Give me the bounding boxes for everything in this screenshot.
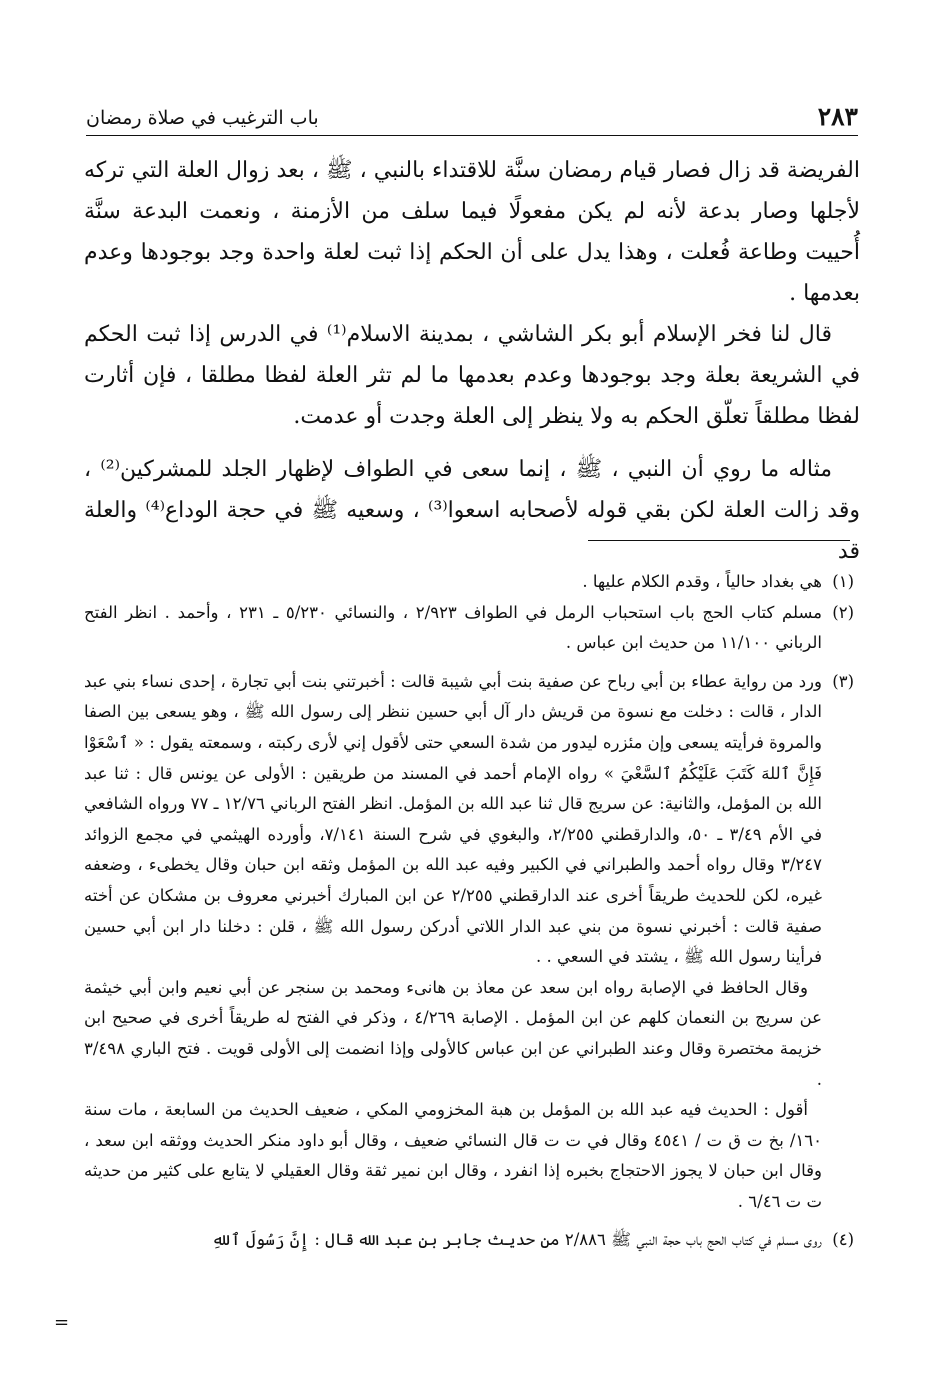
- footnote-text: مسلم كتاب الحج باب استحباب الرمل في الطواف ٢/٩٢٣ ، والنسائي ٥/٢٣٠ ـ ٢٣١ ، وأحمد . انظر الفتح الرباني ١١/١٠٠ من حديث ابن عباس .: [84, 602, 823, 653]
- body-paragraph: قال لنا فخر الإسلام أبو بكر الشاشي ، بمدينة الاسلام⁽¹⁾ في الدرس إذا ثبت الحكم في الشريعة بعلة وجد بوجودها وعدم بعدمها ما لم تثر العلة لفظا مطلقا ، فإن أثارت لفظا مطلقاً تعلّق الحكم به ولا ينظر إلى العلة وجدت أو عدمت.: [84, 322, 860, 429]
- main-text: [84, 150, 860, 572]
- continuation-mark: =: [54, 1312, 70, 1333]
- footnote-text: ورد من رواية عطاء بن أبي رباح عن صفية بنت أبي شيبة قالت : أخبرتني بنت أبي تجارة ، إحدى نساء بني عبد الدار ، قالت : دخلت مع نسوة من قريش دار آل أبي حسين ننظر إلى رسول الله ﷺ ، وهو يسعى بين الصفا والمروة فرأيته يسعى وإن مئزره ليدور من شدة السعي حتى لأقول إني لأرى ركبته ، وسمعته يقول : « ٱسْعَوْا فَإِنَّ ٱللهَ كَتَبَ عَلَيْكُمُ ٱلسَّعْيَ » رواه الإمام أحمد في المسند من طريقين : الأولى عن يونس قال : ثنا عبد الله بن المؤمل، والثانية: عن سريج قال ثنا عبد الله بن المؤمل. انظر الفتح الرباني ١٢/٧٦ ـ ٧٧ ورواه الشافعي في الأم ٣/٤٩ ـ ٥٠، والدارقطني ٢/٢٥٥، والبغوي في شرح السنة ٧/١٤١، وأورده الهيثمي في مجمع الزوائد ٣/٢٤٧ وقال رواه أحمد والطبراني في الكبير وفيه عبد الله بن المؤمل وثقه ابن حبان وقال يخطىء ، وضعفه غيره، لكن للحديث طريقاً أخرى عند الدارقطني ٢/٢٥٥ عن ابن المبارك أخبرني معروف بن مشكان عن أخته صفية قالت : أخبرني نسوة من بني عبد الدار اللاتي أدركن رسول الله ﷺ ، قلن : دخلنا دار ابن أبي حسين فرأينا رسول الله ﷺ ، يشتد في السعي . .: [84, 671, 823, 967]
- footnote-number: (٢): [832, 602, 854, 622]
- footnote-number: (٤): [832, 1230, 854, 1250]
- footnote: [84, 667, 854, 1218]
- footnote: [84, 1225, 854, 1256]
- body-paragraph: الفريضة قد زال فصار قيام رمضان سنَّة للاقتداء بالنبي ، ﷺ ، بعد زوال العلة التي تركه لأجلها وصار بدعة لأنه لم يكن مفعولًا فيما سلف من الأزمنة ، ونعمت البدعة سنَّة أُحييت وطاعة فُعلت ، وهذا يدل على أن الحكم إذا ثبت لعلة واحدة وجد بوجودها وعدم بعدمها .: [84, 158, 860, 306]
- footnote-number: (٣): [832, 671, 854, 691]
- footnote-number: (١): [832, 572, 854, 591]
- footnote-text: أقول : الحديث فيه عبد الله بن المؤمل بن هبة المخزومي المكي ، ضعيف الحديث من السابعة ، مات سنة ١٦٠/ بخ ت ق ت / ٤٥٤١ وقال في ت ت قال النسائي ضعيف ، وقال أبو داود منكر الحديث ووثقه ابن سعد ، وقال ابن حبان لا يجوز الاحتجاج بخبره إذا انفرد ، وقال ابن نمير ثقة وقال العقيلي لا يتابع على كثير من حديثه ت ت ٦/٤٦ .: [84, 1100, 823, 1211]
- footnote-text: وقال الحافظ في الإصابة رواه ابن سعد عن معاذ بن هانىء ومحمد بن سنجر عن أبي نعيم وابن أبي خيثمة عن سريج بن النعمان كلهم عن ابن المؤمل . الإصابة ٤/٢٦٩ ، وذكر في الفتح له طريقاً أخرى في صحيح ابن خزيمة مختصرة وقال وعند الطبراني عن ابن عباس كالأولى وإذا انضمت إلى الأولى قويت . فتح الباري ٣/٤٩٨ .: [84, 977, 822, 1089]
- running-title: باب الترغيب في صلاة رمضان: [86, 107, 319, 129]
- body-paragraph: مثاله ما روي أن النبي ، ﷺ ، إنما سعى في الطواف لإظهار الجلد للمشركين⁽²⁾ ، وقد زالت العلة لكن بقي قوله لأصحابه اسعوا⁽³⁾ ، وسعيه ﷺ في حجة الوداع⁽⁴⁾ والعلة قد: [84, 457, 860, 564]
- footnote-text: روى مسلم في كتاب الحج باب حجة النبي ﷺ ٢/٨٨٦ من حديث جابر بن عبد الله قال : إِنَّ رَسُولَ ٱللهِ: [211, 1230, 822, 1250]
- footnote: [84, 598, 854, 659]
- page-number: ٢٨٣: [817, 102, 858, 131]
- header-rule: [86, 135, 858, 136]
- footnotes: [84, 567, 854, 1256]
- footnote: [84, 567, 854, 598]
- page-header: [86, 100, 858, 132]
- footnote-separator: [588, 540, 850, 541]
- footnote-text: هي بغداد حالياً ، وقدم الكلام عليها .: [582, 572, 822, 591]
